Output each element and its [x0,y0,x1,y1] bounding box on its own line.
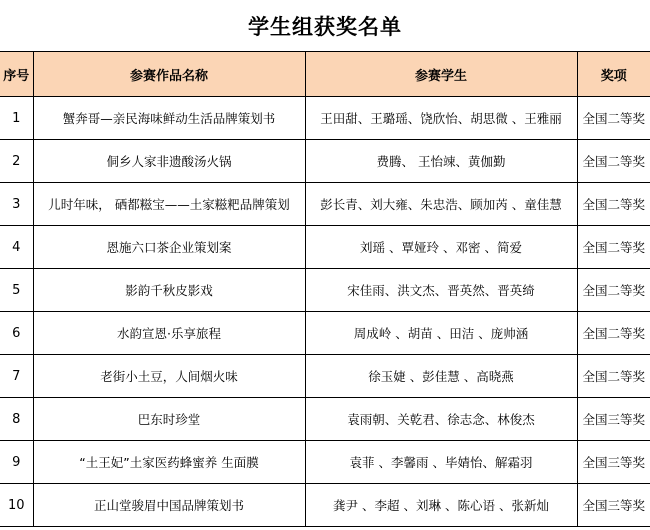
award-table [0,52,650,527]
table-row [0,97,650,140]
page-title: 学生组获奖名单 [0,0,650,52]
student-names: 宋佳雨、洪文杰、晋英然、晋英绮 [305,269,577,312]
table-row [0,398,650,441]
row-number: 3 [0,183,33,226]
award-level: 全国二等奖 [577,226,650,269]
student-names: 王田甜、王璐瑶、饶欣怡、胡思微 、王雅丽 [305,97,577,140]
student-names: 袁菲 、李馨雨 、毕婧怡、解霜羽 [305,441,577,484]
table-row [0,312,650,355]
table-row [0,484,650,527]
header-no: 序号 [0,52,33,97]
header-students: 参赛学生 [305,52,577,97]
table-row [0,441,650,484]
award-level: 全国二等奖 [577,269,650,312]
work-title: “土王妃”土家医药蜂蜜养 生面膜 [33,441,305,484]
table-row [0,140,650,183]
student-names: 龚尹 、李超 、刘琳 、陈心语 、张新灿 [305,484,577,527]
award-level: 全国三等奖 [577,398,650,441]
student-names: 徐玉婕 、彭佳慧 、高晓燕 [305,355,577,398]
work-title: 影韵千秋皮影戏 [33,269,305,312]
student-names: 袁雨朝、关乾君、徐志念、林俊杰 [305,398,577,441]
award-level: 全国三等奖 [577,441,650,484]
work-title: 正山堂骏眉中国品牌策划书 [33,484,305,527]
award-level: 全国三等奖 [577,484,650,527]
row-number: 6 [0,312,33,355]
row-number: 4 [0,226,33,269]
table-row [0,183,650,226]
row-number: 5 [0,269,33,312]
award-level: 全国二等奖 [577,355,650,398]
row-number: 7 [0,355,33,398]
student-names: 周成岭 、胡苗 、田洁 、庞帅涵 [305,312,577,355]
student-names: 刘瑶 、覃娅玲 、邓密 、简爱 [305,226,577,269]
row-number: 1 [0,97,33,140]
header-work: 参赛作品名称 [33,52,305,97]
table-row [0,226,650,269]
student-names: 彭长青、刘大雍、朱忠浩、顾加芮 、童佳慧 [305,183,577,226]
row-number: 2 [0,140,33,183]
award-level: 全国二等奖 [577,312,650,355]
table-row [0,355,650,398]
student-names: 费腾、 王怡竦、黄伽勤 [305,140,577,183]
row-number: 8 [0,398,33,441]
award-level: 全国二等奖 [577,183,650,226]
award-level: 全国二等奖 [577,97,650,140]
header-award: 奖项 [577,52,650,97]
work-title: 老街小土豆，人间烟火味 [33,355,305,398]
award-level: 全国二等奖 [577,140,650,183]
work-title: 蟹奔哥—亲民海味鲜动生活品牌策划书 [33,97,305,140]
work-title: 水韵宣恩·乐享旅程 [33,312,305,355]
work-title: 儿时年味， 硒都糍宝——土家糍粑品牌策划 [33,183,305,226]
row-number: 10 [0,484,33,527]
work-title: 侗乡人家非遗酸汤火锅 [33,140,305,183]
row-number: 9 [0,441,33,484]
table-header-row [0,52,650,97]
table-row [0,269,650,312]
work-title: 恩施六口茶企业策划案 [33,226,305,269]
work-title: 巴东时珍堂 [33,398,305,441]
